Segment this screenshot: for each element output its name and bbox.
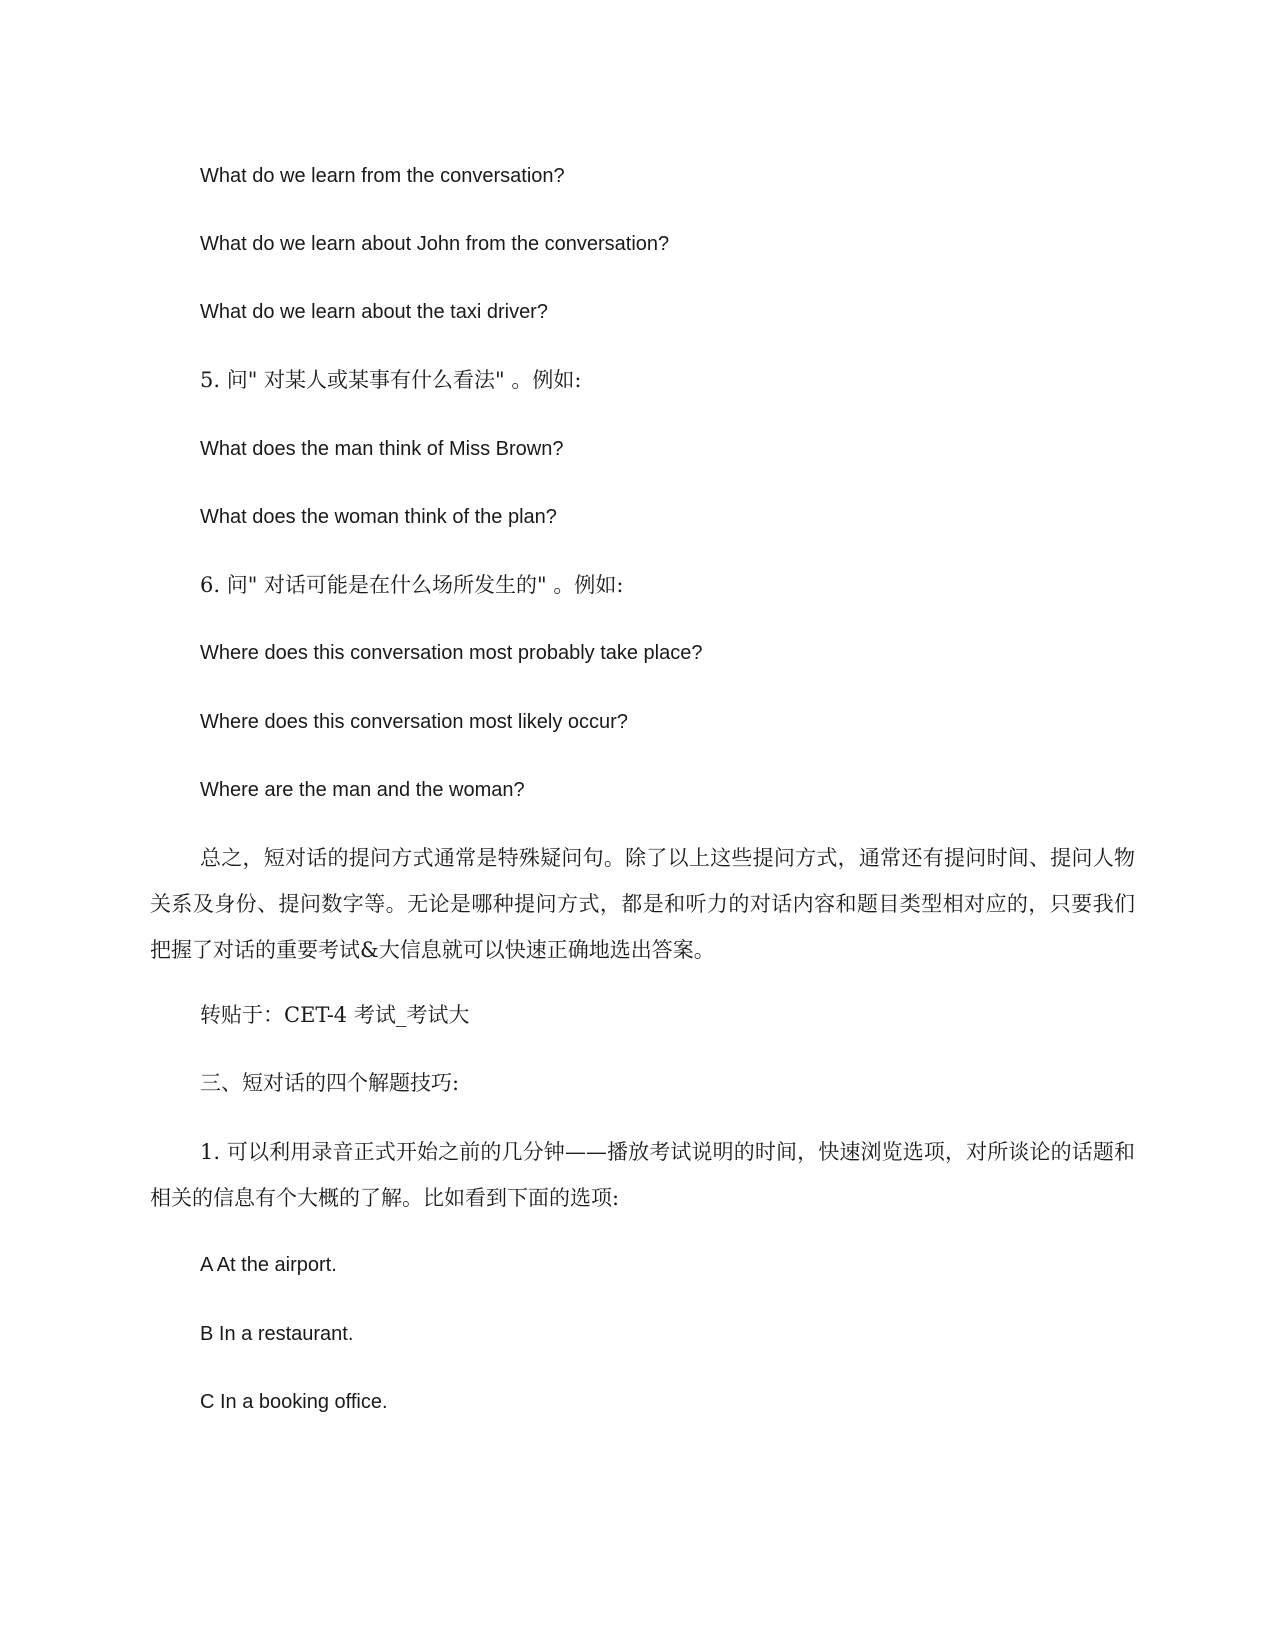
question-line: What do we learn from the conversation? — [200, 165, 565, 187]
question-line: Where are the man and the woman? — [200, 779, 525, 801]
tip-paragraph: 1. 可以利用录音正式开始之前的几分钟——播放考试说明的时间，快速浏览选项，对所谈论的话题和相关的信息有个大概的了解。比如看到下面的选项: — [150, 1140, 1135, 1210]
source-note: 转贴于：CET-4 考试_考试大 — [200, 1003, 470, 1027]
section-item-heading: 6. 问" 对话可能是在什么场所发生的" 。例如: — [200, 573, 624, 597]
section-item-heading: 5. 问" 对某人或某事有什么看法" 。例如: — [200, 368, 582, 392]
question-line: Where does this conversation most probably take place? — [200, 642, 703, 664]
question-line: What does the man think of Miss Brown? — [200, 438, 564, 460]
option-line: B In a restaurant. — [200, 1323, 354, 1345]
question-line: What do we learn about John from the conversation? — [200, 233, 670, 255]
summary-paragraph: 总之，短对话的提问方式通常是特殊疑问句。除了以上这些提问方式，通常还有提问时间、提问人物关系及身份、提问数字等。无论是哪种提问方式，都是和听力的对话内容和题目类型相对应的，只要我们把握了对话的重要考试&大信息就可以快速正确地选出答案。 — [150, 846, 1135, 962]
option-line: C In a booking office. — [200, 1391, 388, 1413]
option-line: A At the airport. — [200, 1254, 337, 1276]
question-line: Where does this conversation most likely occur? — [200, 711, 628, 733]
question-line: What does the woman think of the plan? — [200, 506, 557, 528]
question-line: What do we learn about the taxi driver? — [200, 301, 548, 323]
section-heading: 三、短对话的四个解题技巧: — [200, 1071, 460, 1095]
